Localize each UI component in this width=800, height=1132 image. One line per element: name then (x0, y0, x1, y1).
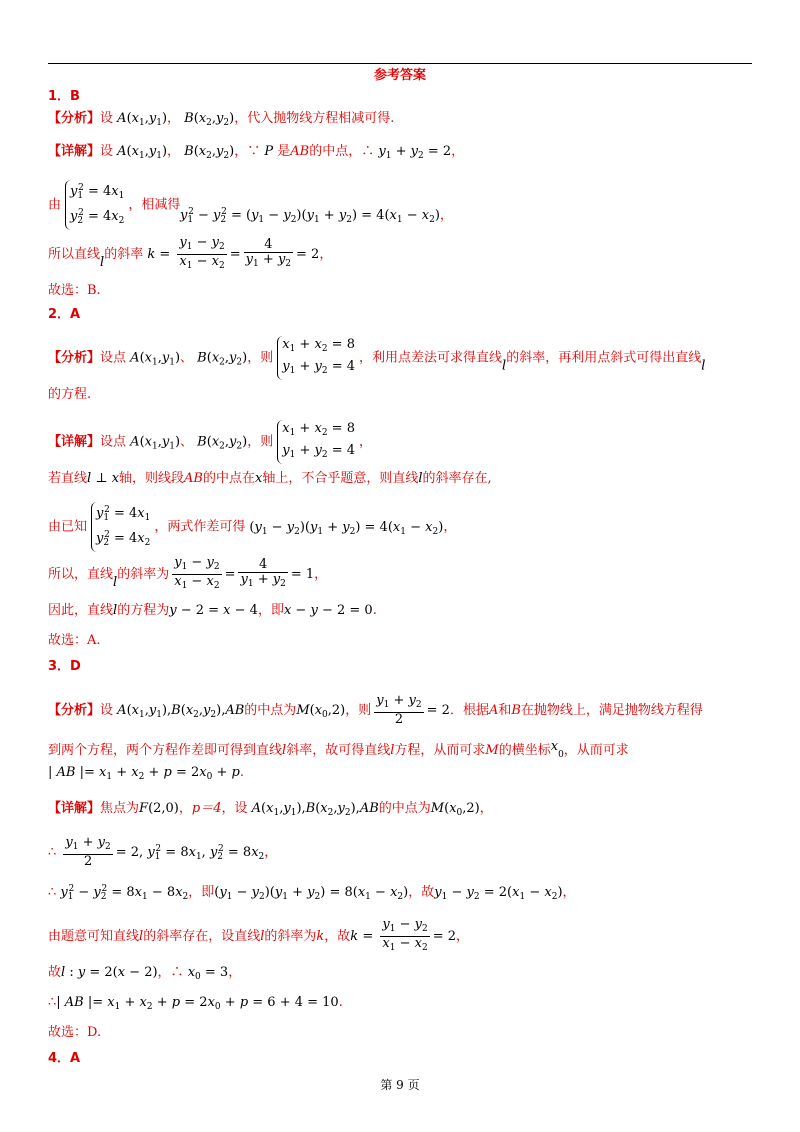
q2-label: 2．A (48, 307, 81, 322)
q2-analysis-pre: 设点 (100, 350, 127, 366)
q2-if-text5: 的斜率存在, (422, 471, 492, 486)
q2-so-text: 所以，直线 (48, 567, 114, 582)
q3-slope-text2: 的斜率存在，设直线 (143, 929, 261, 944)
q3-therefore1: ∴ $\frac{y_1 + y_2}{2}$ = 2, $y_1^2 = 8x_1$, $y_2^2 = 8x_2$， (48, 835, 278, 869)
q3-analysis-line3: | AB |= $x_1 + x_2 + p = 2x_0 + p$. (48, 765, 244, 782)
q2-detail-tag: 【详解】 (48, 434, 101, 450)
q1-sub-text: ，相减得 (128, 197, 181, 213)
q2-if-text4: 轴上，不合乎题意，则直线 (262, 471, 419, 486)
q3-slope: 由题意可知直线l的斜率存在，设直线l的斜率为k，故k = $\frac{y_1 - y_2}{x_1 - x_2}$ = 2， (48, 917, 470, 953)
q3-detail-tag: 【详解】 (48, 801, 101, 816)
q3-detail-text2: ， (178, 801, 192, 816)
q2-so: 所以，直线l的斜率为 $\frac{y_1 - y_2}{x_1 - x_2}$ = $\frac{4}{y_1 + y_2}$ = 1， (48, 555, 328, 591)
q3-analysis: 【分析】设 $A(x_1,y_1),B(x_2,y_2),AB$的中点为$M(x_0,2)$，则 $\frac{y_1 + y_2}{2}$ = 2．根据A和B在抛物线上，满足抛物线方程得 (48, 693, 703, 727)
q1-detail-text2: 的中点， (309, 144, 362, 159)
q2-so-text2: 的斜率为 (117, 567, 170, 582)
q2-choice: 故选：A. (48, 633, 101, 648)
q2-if: 若直线l ⊥ x轴，则线段AB的中点在x轴上，不合乎题意，则直线l的斜率存在, (48, 471, 492, 486)
q2-analysis-then: ，则 (247, 350, 274, 366)
q2-detail-pre: 设点 (100, 434, 127, 450)
q2-detail: 【详解】设点 $A(x_1,y_1)$、 $B(x_2,y_2)$，则 $x_1 + x_2 = 8$ $y_1 + y_2 = 4$ ， (48, 420, 372, 464)
page-number: 第 9 页 (380, 1078, 420, 1092)
q3-analysis-text3: 在抛物线上，满足抛物线方程得 (520, 703, 703, 718)
q2-known: 由已知 $y_1^2 = 4x_1$ $y_2^2 = 4x_2$ ，两式作差可得 $(y_1 - y_2)(y_1 + y_2) = 4(x_1 - x_2)$， (48, 502, 456, 552)
q2-analysis-text: ，利用点差法可求得直线 (359, 350, 503, 366)
q3-analysis-mid: 的中点为 (244, 703, 297, 718)
q3-slope-text4: ，故 (324, 929, 351, 944)
q1-analysis: 【分析】设 $A(x_1,y_1)$， $B(x_2,y_2)$，代入抛物线方程相减可得. (48, 111, 395, 128)
q2-if-text: 若直线 (48, 471, 88, 486)
q1-equation: $y_1^2 - y_2^2 = (y_1 - y_2)(y_1 + y_2) = 4(x_1 - x_2)$， (180, 207, 453, 225)
q3-result: ∴| AB |= $x_1 + x_2 + p = 2x_0 + p = 6 + 4 = 10$. (48, 995, 343, 1012)
q3-analysis-text: ．根据 (449, 703, 489, 718)
q3-analysis-text2: 和 (498, 703, 512, 718)
q2-known-text: 由已知 (48, 519, 88, 535)
q3-i-text2: ，故 (408, 885, 435, 900)
q2-if-text2: 轴，则线段 (119, 471, 185, 486)
q3-analysis-line2e: ，从而可求 (563, 743, 629, 758)
q3-analysis-line2c: 方程，从而可求 (394, 743, 486, 758)
q2-analysis-end: 的方程. (48, 387, 92, 402)
q1-by-text: 由 (48, 197, 62, 213)
q3-analysis-line2a: 到两个方程，两个方程作差即可得到直线 (48, 743, 283, 758)
q2-known-text2: ，两式作差可得 (154, 519, 246, 535)
q3-detail-text4: 的中点为 (378, 801, 431, 816)
q1-choice: 故选：B. (48, 283, 101, 298)
q1-analysis-pre: 设 (100, 111, 114, 126)
q1-label: 1．B (48, 89, 80, 104)
q2-hence-text3: ，即 (257, 603, 284, 618)
q2-analysis-text2: 的斜率，再利用点斜式可得出直线 (506, 350, 702, 366)
q1-analysis-text: ，代入抛物线方程相减可得. (234, 111, 395, 126)
q3-therefore2: ∴ $y_1^2 - y_2^2 = 8x_1 - 8x_2$，即$(y_1 - y_2)(y_1 + y_2) = 8(x_1 - x_2)$，故$y_1 - y_2 = 2(x_1 - x_2)$， (48, 884, 576, 902)
q3-detail-text1: 焦点为 (100, 801, 140, 816)
q3-analysis-tag: 【分析】 (48, 703, 101, 718)
q2-if-text3: 的中点在 (203, 471, 256, 486)
q1-by: 由 $y_1^2 = 4x_1$ $y_2^2 = 4x_2$ ，相减得 (48, 180, 180, 230)
q4-label: 4．A (48, 1051, 81, 1066)
page-title: 参考答案 (373, 68, 426, 83)
q1-slope-text: 的斜率 (104, 247, 144, 262)
q1-so-text: 所以直线 (48, 247, 101, 262)
q2-hence-text2: 的方程为 (117, 603, 170, 618)
q3-line-text: 故 (48, 965, 62, 980)
q3-detail-p: p＝4 (191, 801, 222, 816)
q1-detail-tag: 【详解】 (48, 144, 101, 159)
q2-hence: 因此，直线l的方程为y − 2 = x − 4，即x − y − 2 = 0. (48, 603, 377, 618)
q2-hence-text: 因此，直线 (48, 603, 114, 618)
q3-analysis-line2d: 的横坐标 (498, 743, 551, 758)
q3-i-text: 即 (201, 885, 215, 900)
q3-choice: 故选：D. (48, 1025, 102, 1040)
q3-analysis-line2: 到两个方程，两个方程作差即可得到直线l斜率，故可得直线l方程，从而可求M的横坐标$x_0$，从而可求 (48, 739, 629, 760)
q3-slope-text3: 的斜率为 (264, 929, 317, 944)
q3-detail-text3: ，设 (221, 801, 248, 816)
q1-slope: 所以直线l的斜率 k = $\frac{y_1 - y_2}{x_1 - x_2}$ = $\frac{4}{y_1 + y_2}$ = 2， (48, 235, 333, 271)
q3-analysis-pre: 设 (100, 703, 114, 718)
q3-detail: 【详解】焦点为F(2,0)，p＝4，设 $A(x_1,y_1),B(x_2,y_2),AB$的中点为$M(x_0,2)$， (48, 801, 493, 818)
q2-analysis: 【分析】设点 $A(x_1,y_1)$、 $B(x_2,y_2)$，则 $x_1 + x_2 = 8$ $y_1 + y_2 = 4$ ，利用点差法可求得直线l的斜率，再利用点斜式可得出直线l (48, 336, 705, 380)
q3-analysis-line2b: 斜率，故可得直线 (286, 743, 391, 758)
q1-detail: 【详解】设 $A(x_1,y_1)$， $B(x_2,y_2)$，∵ P 是AB的中点，∴ $y_1 + y_2 = 2$， (48, 144, 465, 161)
q1-detail-text1: 是 (277, 144, 291, 159)
q3-label: 3．D (48, 659, 81, 674)
q3-slope-text: 由题意可知直线 (48, 929, 140, 944)
q1-analysis-tag: 【分析】 (48, 111, 101, 126)
q3-analysis-then: ，则 (345, 703, 372, 718)
q2-analysis-tag: 【分析】 (48, 350, 101, 366)
q3-line: 故l : y = 2(x − 2)，∴ $x_0 = 3$， (48, 965, 242, 982)
